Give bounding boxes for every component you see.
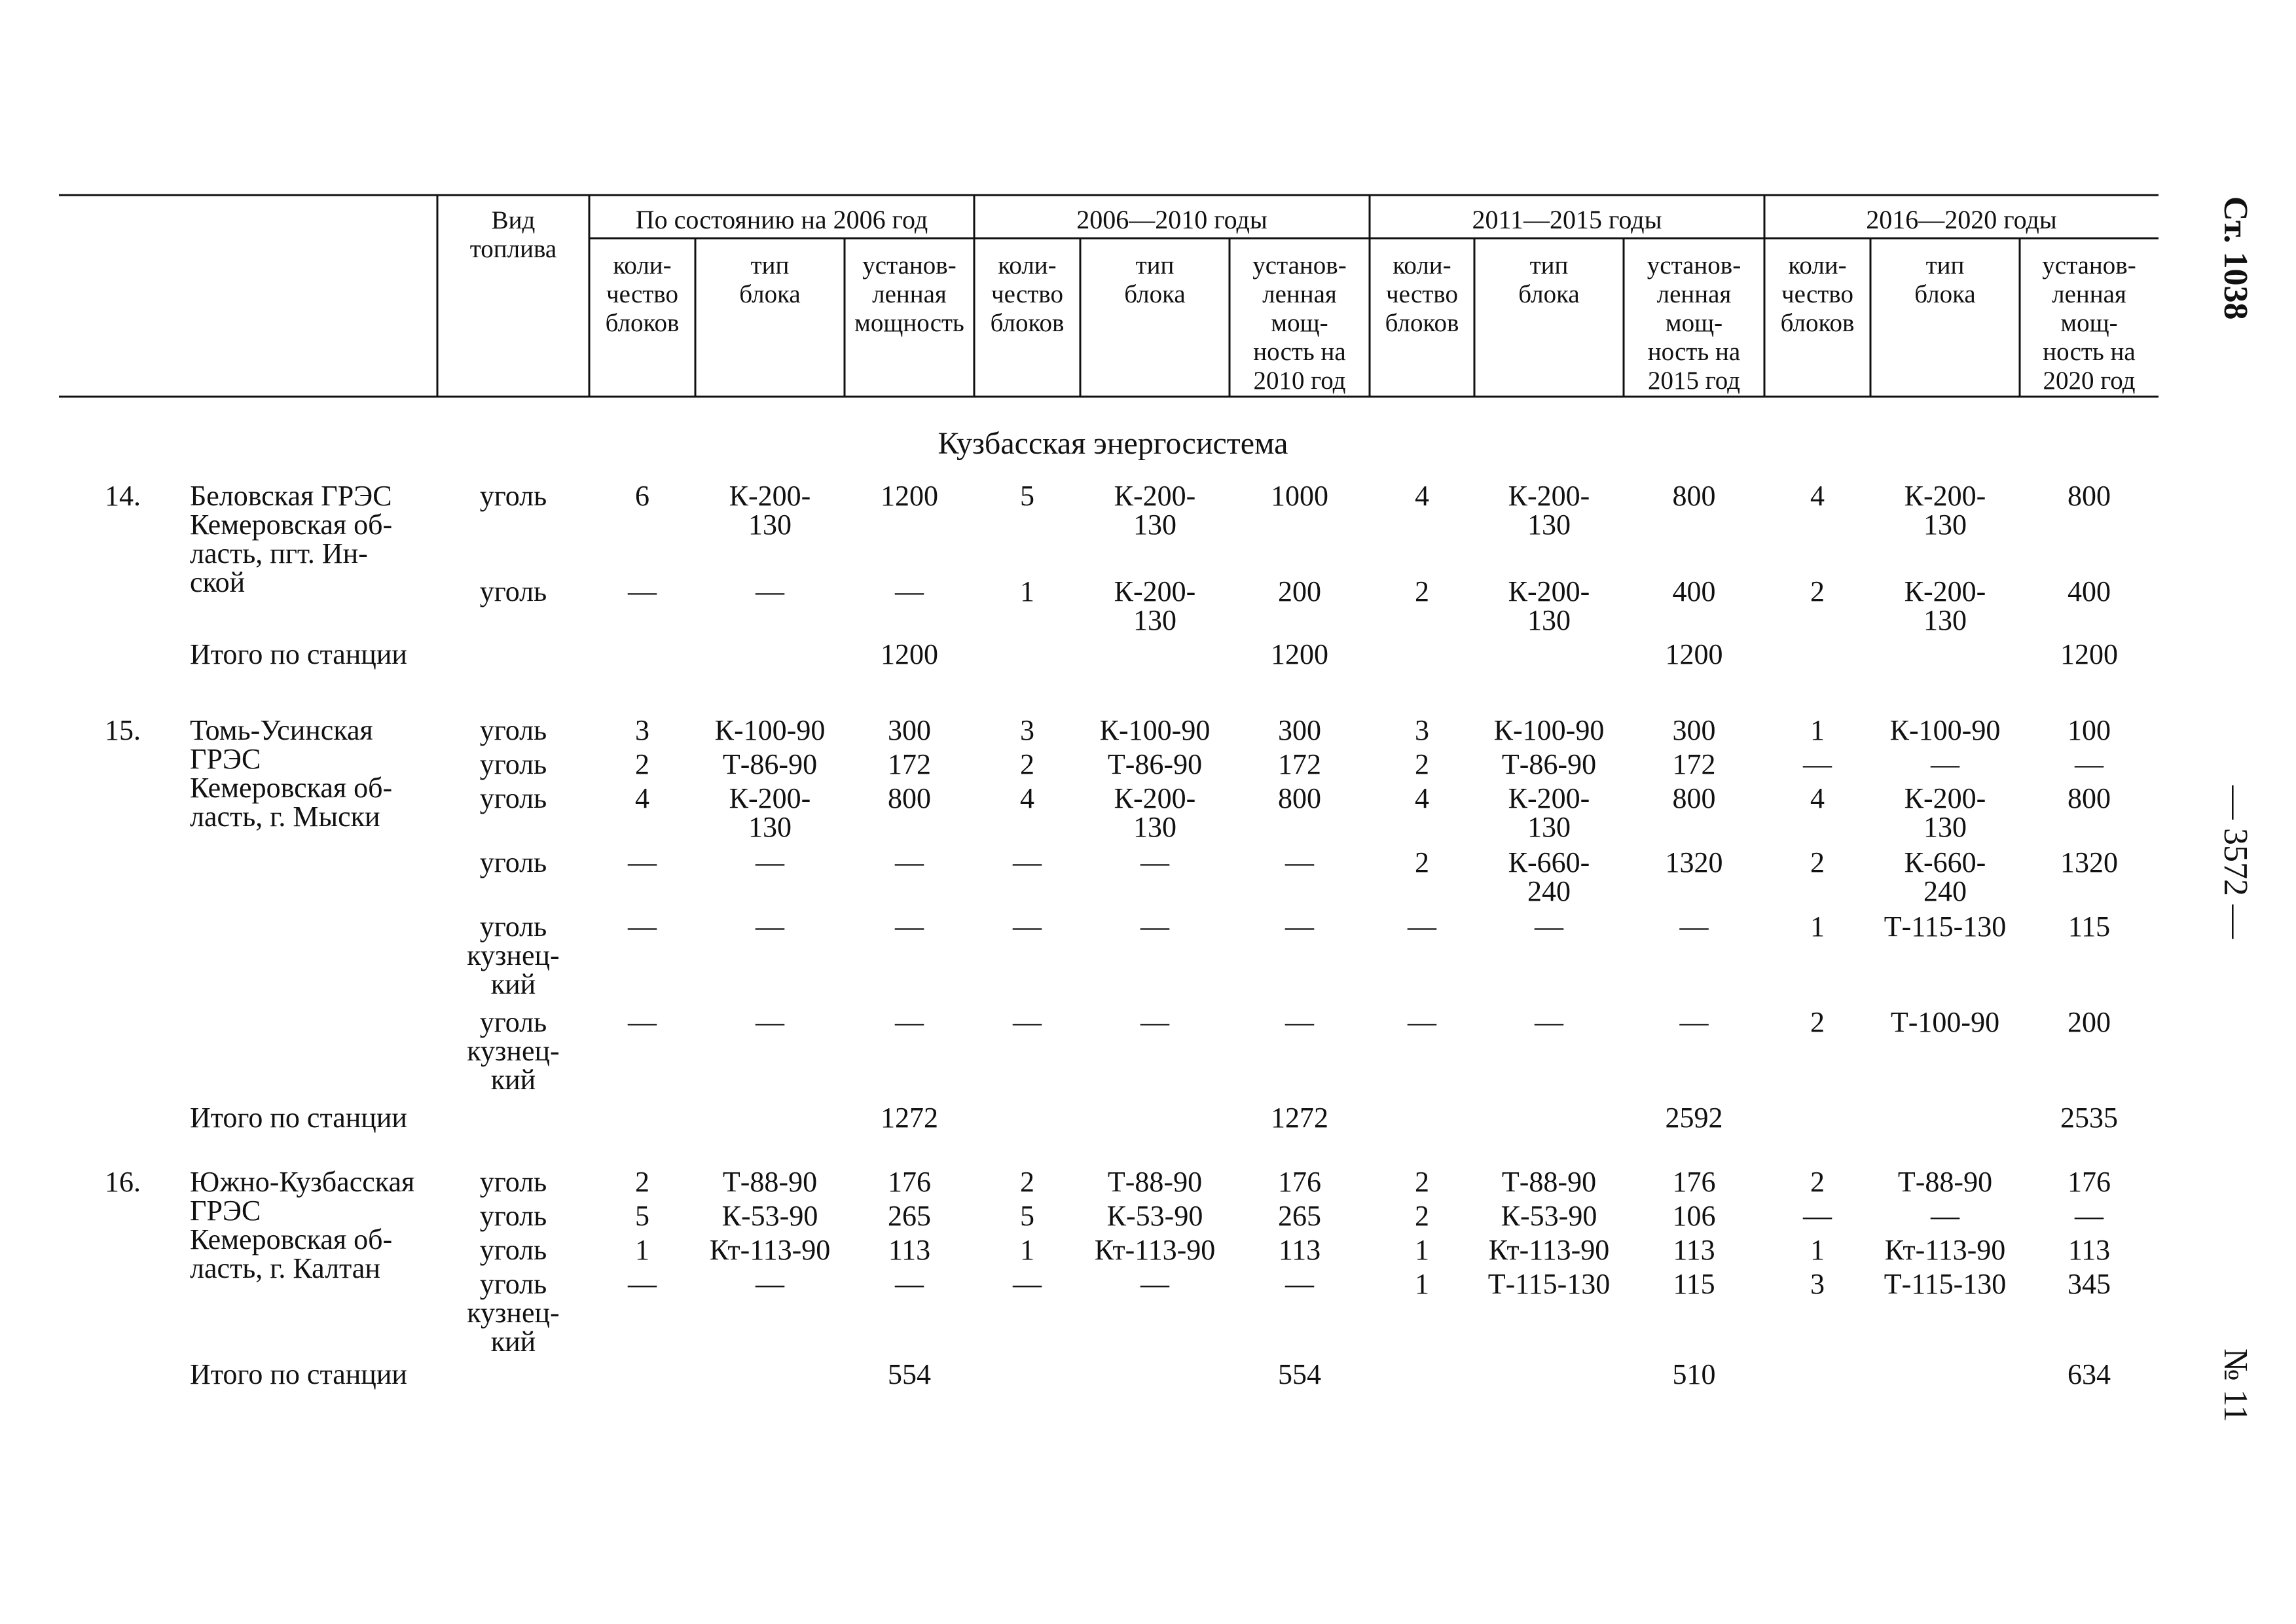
- fuel-cell: уголь: [479, 1166, 547, 1198]
- table-cell: 2: [1415, 575, 1429, 607]
- table-cell: Т-115-130: [1884, 911, 2007, 943]
- table-cell: 176: [2068, 1166, 2111, 1198]
- table-cell: 1: [1020, 1234, 1034, 1266]
- table-cell: —: [756, 575, 784, 607]
- table-cell: 2: [1415, 748, 1429, 780]
- table-cell: Т-115-130: [1487, 1268, 1611, 1300]
- table-cell: 4: [1415, 480, 1429, 512]
- table-cell: —: [628, 846, 657, 878]
- table-cell: —: [1013, 1006, 1042, 1038]
- station-name: Томь-Усинская ГРЭС Кемеровская об- ласть, г. Мыски: [190, 714, 393, 833]
- fuel-cell: уголь: [479, 575, 547, 607]
- station-name: Южно-Кузбасская ГРЭС Кемеровская об- ласть, г. Калтан: [190, 1166, 415, 1284]
- fuel-cell: уголь: [479, 714, 547, 746]
- header-count-2006: коли- чество блоков: [605, 251, 680, 337]
- table-cell: 200: [1278, 575, 1321, 607]
- table-cell: —: [1140, 911, 1169, 943]
- fuel-cell: уголь: [479, 1200, 547, 1232]
- table-cell: —: [1408, 1006, 1436, 1038]
- table-cell: 800: [1278, 782, 1321, 814]
- table-cell: —: [1679, 911, 1709, 943]
- station-total-2020: 2535: [2060, 1102, 2118, 1134]
- table-cell: К-200- 130: [1904, 575, 1986, 636]
- table-cell: К-200- 130: [1904, 782, 1986, 843]
- station-number: 14.: [105, 480, 141, 512]
- table-cell: 2: [635, 748, 649, 780]
- station-total-2006: 1272: [881, 1102, 938, 1134]
- table-cell: —: [1285, 1268, 1314, 1300]
- table-cell: 1: [1415, 1268, 1429, 1300]
- table-cell: 3: [1810, 1268, 1825, 1300]
- table-cell: 115: [1673, 1268, 1715, 1300]
- margin-page-ref: Ст. 1038: [2217, 196, 2254, 320]
- header-capacity-2006: установ- ленная мощность: [854, 251, 964, 337]
- table-cell: Кт-113-90: [1884, 1234, 2006, 1266]
- table-cell: Т-100-90: [1890, 1006, 2000, 1038]
- table-cell: К-100-90: [1493, 714, 1605, 746]
- table-cell: 4: [1415, 782, 1429, 814]
- margin-issue-number: № 11: [2217, 1348, 2254, 1422]
- table-cell: Кт-113-90: [1488, 1234, 1610, 1266]
- header-group-2006: По состоянию на 2006 год: [635, 205, 928, 234]
- table-cell: 3: [1020, 714, 1034, 746]
- table-cell: 113: [1673, 1234, 1715, 1266]
- table-cell: 1: [1020, 575, 1034, 607]
- table-cell: 176: [1672, 1166, 1716, 1198]
- table-cell: —: [756, 1006, 784, 1038]
- table-cell: 176: [888, 1166, 931, 1198]
- table-cell: 5: [635, 1200, 649, 1232]
- table-cell: 265: [888, 1200, 931, 1232]
- table-cell: 2: [1020, 748, 1034, 780]
- table-cell: 1200: [881, 480, 938, 512]
- fuel-cell: уголь: [479, 846, 547, 878]
- table-cell: 2: [1415, 846, 1429, 878]
- table-cell: 2: [1415, 1200, 1429, 1232]
- table-cell: К-200- 130: [729, 480, 811, 541]
- table-cell: —: [895, 911, 924, 943]
- header-group-2011-2015: 2011—2015 годы: [1472, 205, 1662, 234]
- station-total-2015: 510: [1672, 1358, 1716, 1390]
- station-total-2010: 1272: [1271, 1102, 1328, 1134]
- header-fuel: Вид топлива: [469, 206, 557, 263]
- table-cell: Т-88-90: [722, 1166, 818, 1198]
- table-cell: 200: [2068, 1006, 2111, 1038]
- table-cell: 2: [1810, 1166, 1825, 1198]
- header-capacity-2020: установ- ленная мощ- ность на 2020 год: [2042, 251, 2136, 395]
- table-cell: 1: [1810, 1234, 1825, 1266]
- header-capacity-2015: установ- ленная мощ- ность на 2015 год: [1647, 251, 1741, 395]
- station-total-2010: 1200: [1271, 638, 1328, 670]
- table-cell: Т-86-90: [1501, 748, 1597, 780]
- station-number: 15.: [105, 714, 141, 746]
- fuel-cell: уголь: [479, 1234, 547, 1266]
- table-cell: —: [1803, 748, 1832, 780]
- table-cell: 1320: [2060, 846, 2118, 878]
- table-cell: —: [1013, 911, 1042, 943]
- table-cell: К-200- 130: [1904, 480, 1986, 541]
- header-group-2006-2010: 2006—2010 годы: [1076, 205, 1267, 234]
- table-cell: 113: [2068, 1234, 2111, 1266]
- table-cell: 113: [1278, 1234, 1321, 1266]
- table-cell: Т-86-90: [722, 748, 818, 780]
- table-cell: К-53-90: [721, 1200, 818, 1232]
- table-cell: —: [1408, 911, 1436, 943]
- table-cell: К-100-90: [714, 714, 826, 746]
- table-cell: 4: [635, 782, 649, 814]
- table-cell: 300: [888, 714, 931, 746]
- table-cell: —: [1679, 1006, 1709, 1038]
- fuel-cell: уголь: [479, 782, 547, 814]
- section-title: Кузбасская энергосистема: [938, 426, 1288, 461]
- table-cell: 300: [1672, 714, 1716, 746]
- table-cell: 400: [2068, 575, 2111, 607]
- table-cell: 400: [1672, 575, 1716, 607]
- table-cell: Т-88-90: [1107, 1166, 1203, 1198]
- table-cell: 1: [1415, 1234, 1429, 1266]
- table-cell: —: [756, 846, 784, 878]
- table-cell: Т-88-90: [1501, 1166, 1597, 1198]
- table-cell: —: [1140, 1006, 1169, 1038]
- table-cell: К-200- 130: [1114, 575, 1196, 636]
- table-cell: 3: [1415, 714, 1429, 746]
- table-cell: Т-88-90: [1897, 1166, 1993, 1198]
- header-count-2015: коли- чество блоков: [1385, 251, 1459, 337]
- table-cell: —: [756, 911, 784, 943]
- table-cell: Кт-113-90: [709, 1234, 831, 1266]
- table-cell: —: [1535, 1006, 1563, 1038]
- table-cell: —: [1013, 1268, 1042, 1300]
- table-cell: —: [1285, 846, 1314, 878]
- table-cell: —: [628, 911, 657, 943]
- fuel-cell: уголь: [479, 748, 547, 780]
- table-cell: —: [628, 1268, 657, 1300]
- header-group-2016-2020: 2016—2020 годы: [1866, 205, 2057, 234]
- table-cell: 2: [1810, 575, 1825, 607]
- table-cell: —: [1140, 1268, 1169, 1300]
- table-cell: 172: [888, 748, 931, 780]
- station-total-label: Итого по станции: [190, 638, 407, 670]
- table-cell: —: [2075, 1200, 2104, 1232]
- table-cell: —: [1803, 1200, 1832, 1232]
- table-cell: 2: [1810, 1006, 1825, 1038]
- table-cell: К-53-90: [1106, 1200, 1203, 1232]
- table-cell: —: [1140, 846, 1169, 878]
- table-cell: К-660- 240: [1508, 846, 1590, 907]
- header-capacity-2010: установ- ленная мощ- ность на 2010 год: [1252, 251, 1347, 395]
- margin-page-number: — 3572 —: [2217, 785, 2254, 939]
- station-total-2015: 2592: [1665, 1102, 1723, 1134]
- table-cell: 4: [1810, 480, 1825, 512]
- table-cell: —: [895, 1268, 924, 1300]
- table-cell: К-100-90: [1889, 714, 2001, 746]
- station-total-2006: 554: [888, 1358, 931, 1390]
- header-type-2010: тип блока: [1124, 251, 1186, 308]
- station-total-2006: 1200: [881, 638, 938, 670]
- table-cell: К-200- 130: [1508, 575, 1590, 636]
- table-cell: К-100-90: [1099, 714, 1211, 746]
- header-count-2010: коли- чество блоков: [990, 251, 1065, 337]
- table-cell: К-200- 130: [1508, 480, 1590, 541]
- table-cell: 800: [2068, 480, 2111, 512]
- table-cell: К-53-90: [1501, 1200, 1597, 1232]
- station-total-label: Итого по станции: [190, 1102, 407, 1134]
- fuel-cell: уголь кузнец- кий: [467, 1006, 560, 1096]
- table-cell: К-200- 130: [729, 782, 811, 843]
- table-cell: Т-86-90: [1107, 748, 1203, 780]
- table-cell: 1320: [1665, 846, 1723, 878]
- table-cell: К-200- 130: [1508, 782, 1590, 843]
- table-cell: 6: [635, 480, 649, 512]
- table-cell: К-660- 240: [1904, 846, 1986, 907]
- table-cell: —: [1013, 846, 1042, 878]
- table-cell: 300: [1278, 714, 1321, 746]
- table-cell: 265: [1278, 1200, 1321, 1232]
- table-cell: —: [895, 846, 924, 878]
- table-cell: 176: [1278, 1166, 1321, 1198]
- table-cell: —: [1285, 911, 1314, 943]
- table-cell: 100: [2068, 714, 2111, 746]
- table-cell: 345: [2068, 1268, 2111, 1300]
- table-cell: 800: [1672, 480, 1716, 512]
- table-cell: —: [628, 575, 657, 607]
- table-cell: 3: [635, 714, 649, 746]
- table-cell: 115: [2068, 911, 2111, 943]
- table-cell: —: [1285, 1006, 1314, 1038]
- fuel-cell: уголь: [479, 480, 547, 512]
- table-cell: —: [1535, 911, 1563, 943]
- table-cell: 106: [1672, 1200, 1716, 1232]
- table-cell: Т-115-130: [1884, 1268, 2007, 1300]
- table-cell: —: [2075, 748, 2104, 780]
- table-cell: 1000: [1271, 480, 1328, 512]
- table-cell: К-200- 130: [1114, 782, 1196, 843]
- table-cell: 1: [1810, 714, 1825, 746]
- fuel-cell: уголь кузнец- кий: [467, 911, 560, 1000]
- table-cell: —: [1931, 1200, 1959, 1232]
- table-cell: 2: [1810, 846, 1825, 878]
- table-cell: Кт-113-90: [1094, 1234, 1216, 1266]
- table-cell: 172: [1278, 748, 1321, 780]
- table-cell: 113: [888, 1234, 931, 1266]
- header-type-2006: тип блока: [739, 251, 801, 308]
- table-cell: 5: [1020, 1200, 1034, 1232]
- table-cell: К-200- 130: [1114, 480, 1196, 541]
- fuel-cell: уголь кузнец- кий: [467, 1268, 560, 1358]
- table-cell: —: [628, 1006, 657, 1038]
- table-cell: 2: [635, 1166, 649, 1198]
- station-total-label: Итого по станции: [190, 1358, 407, 1390]
- table-cell: 1: [635, 1234, 649, 1266]
- table-cell: —: [895, 1006, 924, 1038]
- table-cell: 4: [1020, 782, 1034, 814]
- station-total-2020: 634: [2068, 1358, 2111, 1390]
- table-cell: 2: [1020, 1166, 1034, 1198]
- table-cell: 1: [1810, 911, 1825, 943]
- table-cell: 800: [1672, 782, 1716, 814]
- table-cell: 800: [888, 782, 931, 814]
- table-cell: 5: [1020, 480, 1034, 512]
- station-total-2015: 1200: [1665, 638, 1723, 670]
- table-cell: —: [756, 1268, 784, 1300]
- table-cell: 4: [1810, 782, 1825, 814]
- table-cell: —: [1931, 748, 1959, 780]
- header-type-2020: тип блока: [1914, 251, 1976, 308]
- table-cell: 2: [1415, 1166, 1429, 1198]
- station-total-2010: 554: [1278, 1358, 1321, 1390]
- station-number: 16.: [105, 1166, 141, 1198]
- station-name: Беловская ГРЭС Кемеровская об- ласть, пгт. Ин- ской: [190, 480, 393, 598]
- header-count-2020: коли- чество блоков: [1780, 251, 1855, 337]
- station-total-2020: 1200: [2060, 638, 2118, 670]
- table-cell: 172: [1672, 748, 1716, 780]
- table-cell: —: [895, 575, 924, 607]
- header-type-2015: тип блока: [1518, 251, 1580, 308]
- table-cell: 800: [2068, 782, 2111, 814]
